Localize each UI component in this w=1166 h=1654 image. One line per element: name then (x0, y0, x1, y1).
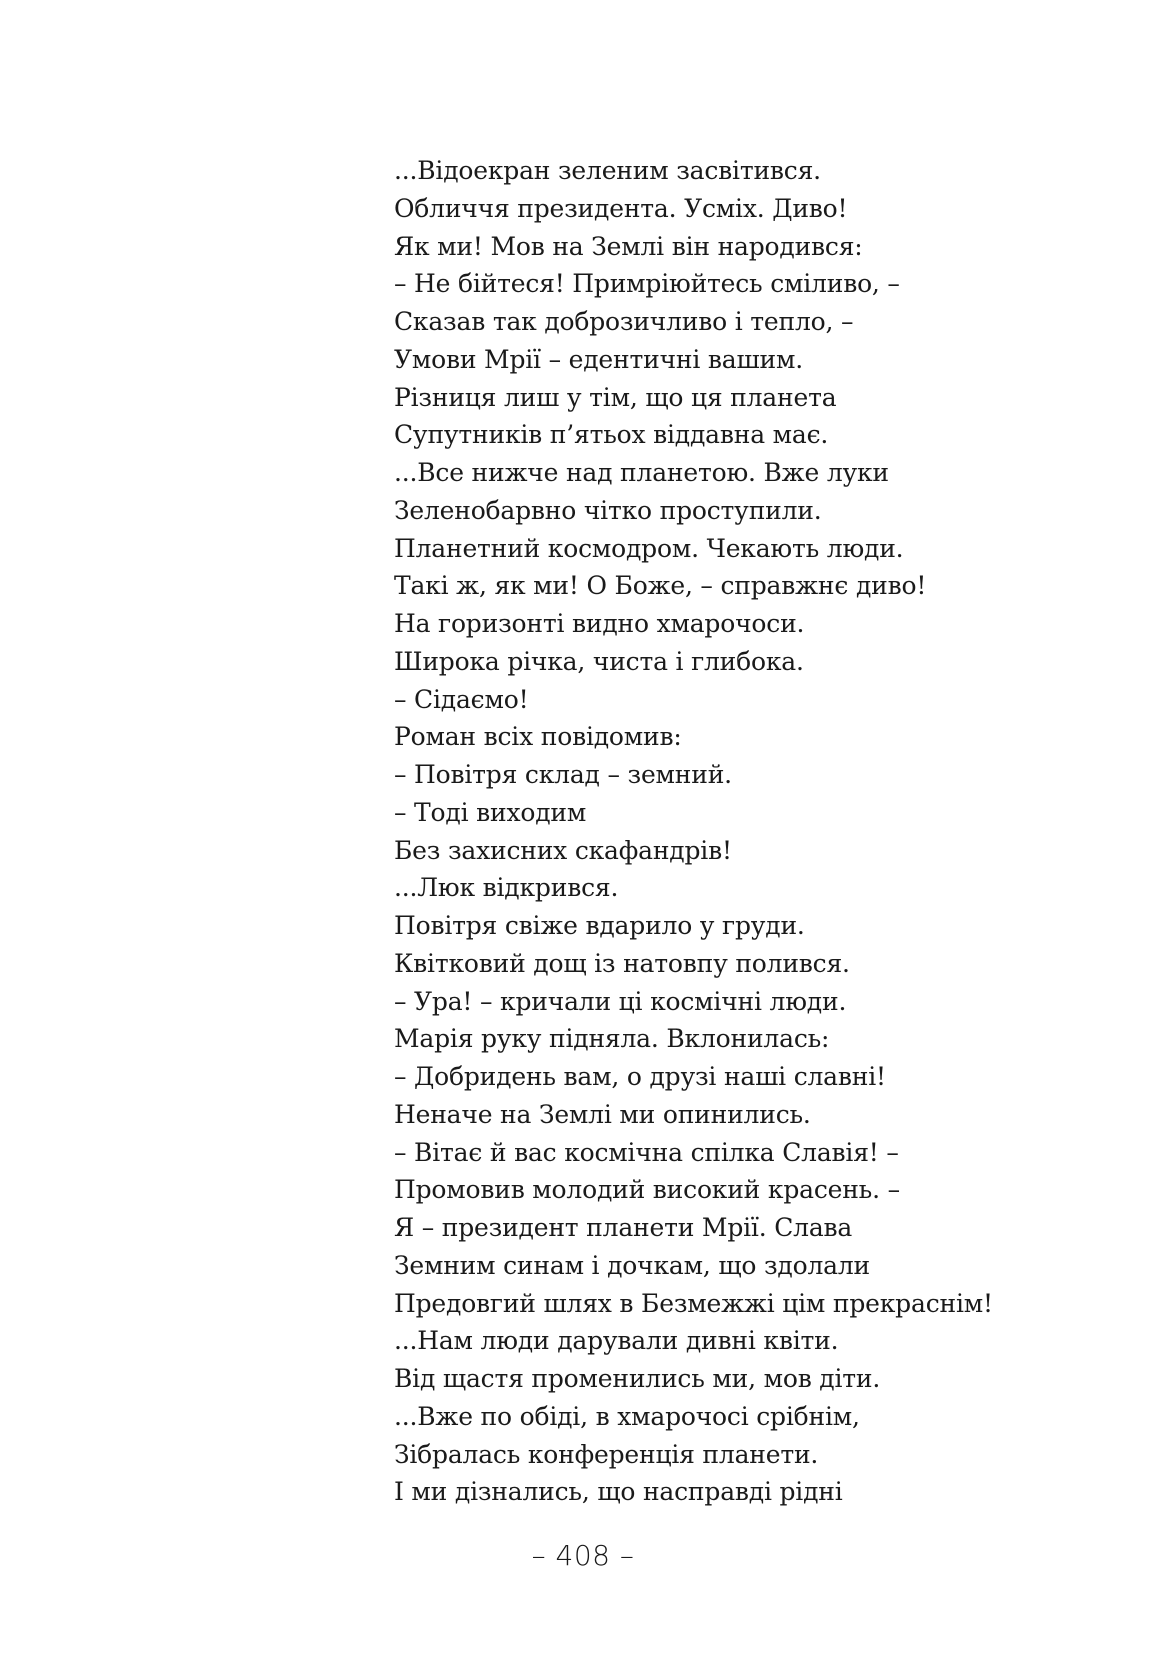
poem-line: Зібралась конференція планети. (394, 1439, 819, 1469)
poem-line: – Ура! – кричали ці космічні люди. (394, 986, 847, 1016)
poem-line: На горизонті видно хмарочоси. (394, 609, 805, 638)
poem-line: – Тоді виходим (394, 797, 587, 827)
poem-line: Зеленобарвно чітко проступили. (394, 495, 822, 525)
poem-line: Предовгий шлях в Безмежжі цім прекраснім! (394, 1288, 993, 1318)
poem-line: ...Нам люди дарували дивні квіти. (394, 1326, 839, 1356)
poem-line: Планетний космодром. Чекають люди. (394, 533, 904, 563)
poem-line: І ми дізнались, що насправді рідні (394, 1477, 843, 1507)
poem-line: Марія руку підняла. Вклонилась: (394, 1024, 830, 1054)
poem-line: Такі ж, як ми! О Боже, – справжнє диво! (394, 571, 927, 601)
poem-line: Без захисних скафандрів! (394, 835, 732, 865)
poem-line: Супутників п’ятьох віддавна має. (394, 420, 829, 450)
poem-line: – Вітає й вас космічна спілка Славія! – (394, 1137, 899, 1167)
poem-line: Земним синам і дочкам, що здолали (394, 1250, 870, 1280)
poem-line: Квітковий дощ із натовпу полився. (394, 948, 850, 978)
poem-line: Обличчя президента. Усміх. Диво! (394, 193, 848, 223)
poem-line: ...Вже по обіді, в хмарочосі срібнім, (394, 1401, 860, 1431)
poem-line: Умови Мрії – едентичні вашим. (394, 344, 803, 374)
poem-line: – Не бійтеся! Примріюйтесь сміливо, – (394, 269, 900, 299)
poem-line: Широка річка, чиста і глибока. (394, 646, 804, 676)
poem-line: ...Люк відкрився. (394, 873, 619, 903)
poem-line: – Добридень вам, о друзі наші славні! (394, 1062, 886, 1091)
poem-line: Повітря свіже вдарило у груди. (394, 911, 805, 940)
poem-line: Неначе на Землі ми опинились. (394, 1099, 811, 1129)
poem-line: – Сідаємо! (394, 684, 529, 714)
page-number: – 408 – (531, 1539, 635, 1572)
poem-line: Промовив молодий високий красень. – (394, 1175, 900, 1205)
poem-line: Роман всіх повідомив: (394, 722, 682, 752)
poem-line: ...Все нижче над планетою. Вже луки (394, 458, 889, 487)
poem-line: ...Відоекран зеленим засвітився. (394, 156, 821, 185)
poem-line: Різниця лиш у тім, що ця планета (394, 382, 837, 412)
poem-line: – Повітря склад – земний. (394, 760, 732, 789)
poem-text (394, 152, 1094, 1511)
poem-line: Як ми! Мов на Землі він народився: (394, 231, 863, 261)
poem-line: Від щастя променились ми, мов діти. (394, 1364, 881, 1393)
poem-line: Сказав так доброзичливо і тепло, – (394, 307, 854, 336)
poem-line: Я – президент планети Мрії. Слава (394, 1213, 853, 1242)
